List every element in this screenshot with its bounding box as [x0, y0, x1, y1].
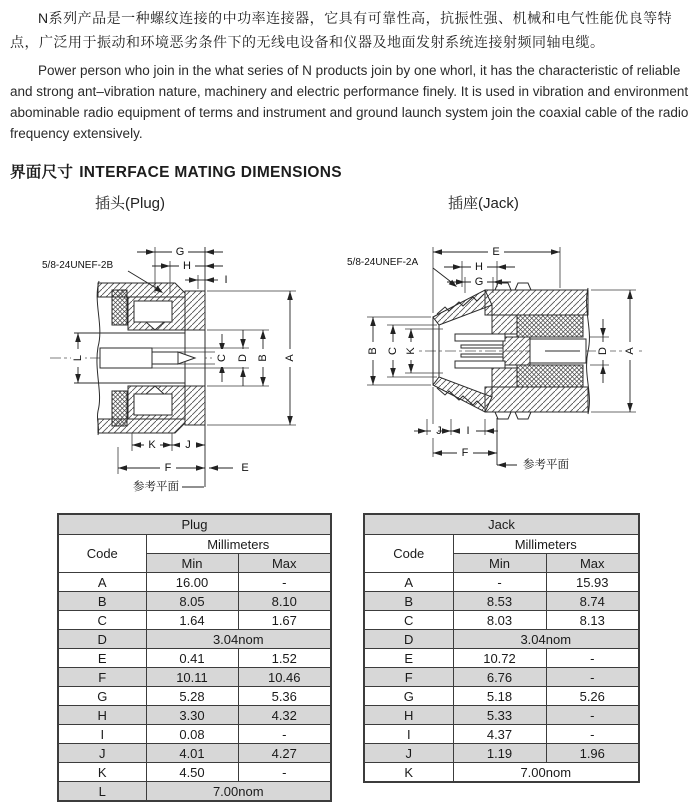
min-header: Min — [453, 554, 546, 573]
cell-code: K — [58, 763, 146, 782]
dim-label: B — [257, 354, 269, 362]
dim-label: F — [164, 462, 172, 474]
code-header: Code — [364, 535, 453, 573]
dim-label: H — [183, 260, 191, 272]
cell-code: C — [58, 611, 146, 630]
table-row — [364, 687, 639, 706]
cell-max: - — [546, 649, 639, 668]
cell-max: 10.46 — [238, 668, 331, 687]
table-row — [58, 782, 331, 802]
jack-finger-bottom — [455, 361, 505, 368]
dim-label: E — [241, 462, 249, 474]
table-row — [364, 744, 639, 763]
cell-code: L — [58, 782, 146, 802]
cell-min: 6.76 — [453, 668, 546, 687]
cell-min: 4.37 — [453, 725, 546, 744]
table-row — [364, 649, 639, 668]
code-header: Code — [58, 535, 146, 573]
plug-knurl-top — [112, 290, 127, 325]
table-row — [58, 592, 331, 611]
plug-thread-label: 5/8-24UNEF-2B — [42, 260, 114, 271]
table-row — [364, 611, 639, 630]
table-row — [364, 725, 639, 744]
table-row — [364, 668, 639, 687]
cell-max: - — [238, 763, 331, 782]
plug-thread-cavity-top — [134, 301, 172, 322]
table-row — [58, 573, 331, 592]
table-title: Plug — [58, 514, 331, 535]
cell-max: 1.67 — [238, 611, 331, 630]
cell-min: 3.30 — [146, 706, 238, 725]
cell-code: I — [364, 725, 453, 744]
cell-code: D — [364, 630, 453, 649]
plug-dimension-table — [57, 513, 332, 802]
dim-label: K — [148, 439, 156, 451]
dim-label: I — [224, 274, 228, 286]
cell-span-value: 7.00nom — [453, 763, 639, 783]
table-row — [364, 592, 639, 611]
table-row — [364, 763, 639, 783]
table-row — [58, 630, 331, 649]
cell-min: 4.01 — [146, 744, 238, 763]
cell-code: J — [364, 744, 453, 763]
dim-label: F — [461, 447, 469, 459]
jack-groove-bottom — [495, 412, 531, 419]
cell-max: 8.10 — [238, 592, 331, 611]
unit-header: Millimeters — [146, 535, 331, 554]
table-title: Jack — [364, 514, 639, 535]
jack-diagram — [345, 235, 685, 505]
cell-code: B — [364, 592, 453, 611]
cell-min: 10.11 — [146, 668, 238, 687]
plug-center-rod — [100, 348, 152, 368]
jack-contact-stem — [503, 337, 530, 365]
cell-max: - — [238, 725, 331, 744]
cell-min: 5.28 — [146, 687, 238, 706]
cell-code: H — [58, 706, 146, 725]
jack-finger-top — [455, 334, 505, 341]
jack-body-bottom-band — [485, 387, 588, 412]
dim-label: L — [72, 354, 84, 362]
table-row — [58, 706, 331, 725]
jack-finger-slot-bottom — [461, 354, 503, 357]
cell-max: 5.36 — [238, 687, 331, 706]
jack-insulator-top — [517, 315, 583, 337]
cell-min: 4.50 — [146, 763, 238, 782]
dim-label: G — [474, 276, 484, 288]
dim-label: A — [624, 347, 636, 355]
cell-max: 8.74 — [546, 592, 639, 611]
plug-caption: 插头(Plug) — [95, 195, 166, 212]
cell-max: 15.93 — [546, 573, 639, 592]
cell-max: 5.26 — [546, 687, 639, 706]
cell-code: C — [364, 611, 453, 630]
dim-label: C — [387, 347, 399, 355]
cell-min: 16.00 — [146, 573, 238, 592]
max-header: Max — [546, 554, 639, 573]
jack-insulator-bottom — [517, 365, 583, 387]
plug-flange-top — [185, 291, 205, 330]
cell-max: 8.13 — [546, 611, 639, 630]
cell-max: - — [546, 725, 639, 744]
dim-label: A — [284, 354, 296, 362]
cell-code: J — [58, 744, 146, 763]
dim-label: E — [492, 246, 500, 258]
table-row — [364, 706, 639, 725]
table-row — [58, 763, 331, 782]
section-title — [10, 160, 342, 182]
cell-min: 5.18 — [453, 687, 546, 706]
cell-max: - — [546, 668, 639, 687]
cell-code: E — [58, 649, 146, 668]
table-row — [58, 649, 331, 668]
jack-table — [363, 513, 640, 783]
dim-label: K — [405, 347, 417, 355]
cell-min: 8.03 — [453, 611, 546, 630]
cell-span-value: 7.00nom — [146, 782, 331, 802]
table-row — [58, 687, 331, 706]
dim-label: H — [475, 261, 483, 273]
cell-code: K — [364, 763, 453, 783]
table-row — [58, 744, 331, 763]
cell-min: 10.72 — [453, 649, 546, 668]
table-row — [58, 725, 331, 744]
cell-max: - — [546, 706, 639, 725]
min-header: Min — [146, 554, 238, 573]
cell-min: 8.05 — [146, 592, 238, 611]
cell-max: - — [238, 573, 331, 592]
cell-code: A — [58, 573, 146, 592]
jack-caption: 插座(Jack) — [448, 195, 519, 212]
dim-label: B — [367, 347, 379, 355]
unit-header: Millimeters — [453, 535, 639, 554]
cell-min: 0.41 — [146, 649, 238, 668]
plug-table — [57, 513, 332, 802]
intro-paragraph-en: Power person who join in the what series of N products join by one whorl, it has the characteristic of reliable and strong ant–vibration nature, machinery and electric performance finely. It is used in vibration and environment abominable radio equipment of terms and instrument and ground launch system join the coaxial cable of the radio frequency extensively. — [10, 63, 689, 141]
section-title-en: INTERFACE MATING DIMENSIONS — [79, 164, 342, 181]
table-row — [58, 611, 331, 630]
cell-code: A — [364, 573, 453, 592]
cell-max: 1.52 — [238, 649, 331, 668]
jack-body-top-band — [485, 290, 588, 315]
plug-flange-bottom — [185, 386, 205, 425]
cell-code: I — [58, 725, 146, 744]
jack-thread-label: 5/8-24UNEF-2A — [347, 257, 419, 268]
dim-label: G — [175, 246, 185, 258]
plug-diagram — [30, 235, 330, 505]
dim-label: C — [216, 354, 228, 362]
jack-dimension-lines — [366, 245, 637, 460]
intro-paragraph-cn: N系列产品是一种螺纹连接的中功率连接器，它具有可靠性高，抗振性强、机械和电气性能优良等特点，广泛用于振动和环境恶劣条件下的无线电设备和仪器及地面发射系统连接射频同轴电缆。 — [10, 10, 673, 50]
section-title-cn: 界面尺寸 — [10, 164, 74, 181]
jack-body-metal-top — [492, 315, 517, 334]
cell-max: 1.96 — [546, 744, 639, 763]
jack-finger-slot-top — [461, 345, 503, 348]
table-row — [58, 668, 331, 687]
cell-code: F — [58, 668, 146, 687]
cell-max: 4.32 — [238, 706, 331, 725]
max-header: Max — [238, 554, 331, 573]
plug-thread-cavity-bottom — [134, 394, 172, 415]
cell-min: 8.53 — [453, 592, 546, 611]
dim-label: I — [466, 425, 470, 437]
cell-min: 1.19 — [453, 744, 546, 763]
cell-max: 4.27 — [238, 744, 331, 763]
plug-knurl-bottom — [112, 391, 127, 426]
cell-code: G — [364, 687, 453, 706]
cell-code: H — [364, 706, 453, 725]
jack-ref-plane-arrow — [497, 462, 506, 468]
plug-nut-top — [98, 283, 185, 297]
cell-span-value: 3.04nom — [146, 630, 331, 649]
dim-label: D — [597, 347, 609, 355]
cell-min: 1.64 — [146, 611, 238, 630]
plug-ref-plane-label: 参考平面 — [133, 481, 179, 493]
dim-label: J — [185, 439, 191, 451]
plug-nut-bottom — [98, 419, 185, 433]
table-row — [364, 630, 639, 649]
cell-code: E — [364, 649, 453, 668]
jack-body-metal-bottom — [492, 368, 517, 387]
cell-min: 5.33 — [453, 706, 546, 725]
jack-ref-plane-label: 参考平面 — [523, 459, 569, 471]
plug-center-pin — [152, 352, 178, 364]
dim-label: D — [237, 354, 249, 362]
cell-code: B — [58, 592, 146, 611]
jack-dimension-table — [363, 513, 640, 783]
cell-code: D — [58, 630, 146, 649]
dim-label: J — [436, 425, 442, 437]
cell-code: F — [364, 668, 453, 687]
cell-span-value: 3.04nom — [453, 630, 639, 649]
cell-min: - — [453, 573, 546, 592]
cell-code: G — [58, 687, 146, 706]
cell-min: 0.08 — [146, 725, 238, 744]
table-row — [364, 573, 639, 592]
